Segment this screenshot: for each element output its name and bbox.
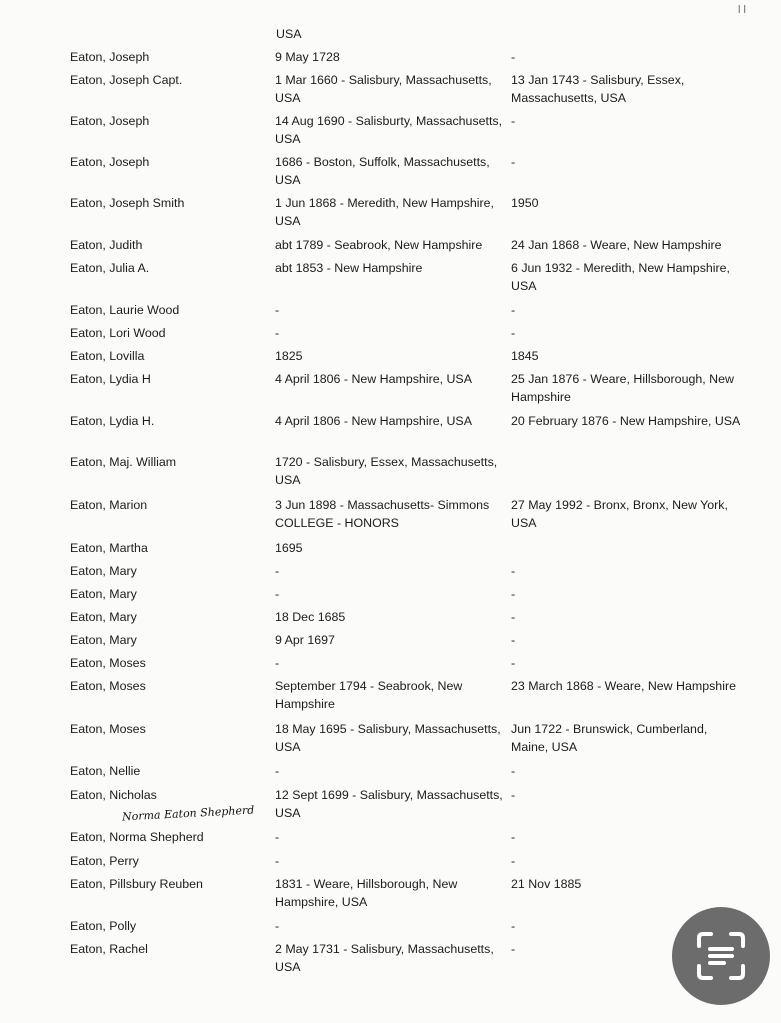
birth-info: abt 1789 - Seabrook, New Hampshire bbox=[275, 238, 483, 252]
corner-mark: l l bbox=[738, 4, 746, 16]
death-info: - bbox=[511, 919, 516, 933]
person-name: Eaton, Lovilla bbox=[70, 349, 145, 363]
birth-info: - bbox=[275, 303, 280, 317]
death-info: 27 May 1992 - Bronx, Bronx, New York, USA bbox=[511, 498, 728, 530]
person-name: Eaton, Pillsbury Reuben bbox=[70, 877, 203, 891]
death-info: - bbox=[511, 764, 516, 778]
person-name: Eaton, Polly bbox=[70, 919, 137, 933]
birth-info: 1686 - Boston, Suffolk, Massachusetts, USA bbox=[275, 155, 490, 187]
birth-info: - bbox=[275, 854, 280, 868]
death-info: 21 Nov 1885 bbox=[511, 877, 582, 891]
person-name: Eaton, Nellie bbox=[70, 764, 141, 778]
death-info: - bbox=[511, 326, 516, 340]
person-name: Eaton, Mary bbox=[70, 587, 137, 601]
person-name: Eaton, Mary bbox=[70, 564, 137, 578]
person-name: Eaton, Moses bbox=[70, 722, 146, 736]
person-name: Eaton, Mary bbox=[70, 610, 137, 624]
continued-text: USA bbox=[276, 27, 302, 41]
birth-info: 1 Mar 1660 - Salisbury, Massachusetts, USA bbox=[275, 73, 492, 105]
person-name: Eaton, Perry bbox=[70, 854, 139, 868]
person-name: Eaton, Joseph Capt. bbox=[70, 73, 183, 87]
birth-info: - bbox=[275, 564, 280, 578]
person-name: Eaton, Maj. William bbox=[70, 455, 177, 469]
birth-info: 14 Aug 1690 - Salisburty, Massachusetts, USA bbox=[275, 114, 503, 146]
birth-info: - bbox=[275, 587, 280, 601]
birth-info: 2 May 1731 - Salisbury, Massachusetts, USA bbox=[275, 942, 494, 974]
birth-info: September 1794 - Seabrook, New Hampshire bbox=[275, 679, 463, 711]
person-name: Eaton, Norma Shepherd bbox=[70, 830, 204, 844]
person-name: Eaton, Lydia H. bbox=[70, 414, 155, 428]
person-name: Eaton, Rachel bbox=[70, 942, 148, 956]
birth-info: abt 1853 - New Hampshire bbox=[275, 261, 423, 275]
person-name: Eaton, Joseph bbox=[70, 155, 150, 169]
birth-info: - bbox=[275, 764, 280, 778]
birth-info: - bbox=[275, 919, 280, 933]
person-name: Eaton, Moses bbox=[70, 656, 146, 670]
death-info: - bbox=[511, 854, 516, 868]
death-info: - bbox=[511, 50, 516, 64]
death-info: - bbox=[511, 942, 516, 956]
person-name: Eaton, Marion bbox=[70, 498, 148, 512]
birth-info: - bbox=[275, 830, 280, 844]
death-info: - bbox=[511, 564, 516, 578]
person-name: Eaton, Julia A. bbox=[70, 261, 150, 275]
birth-info: 4 April 1806 - New Hampshire, USA bbox=[275, 372, 472, 386]
birth-info: 1831 - Weare, Hillsborough, New Hampshire, USA bbox=[275, 877, 458, 909]
birth-info: 18 Dec 1685 bbox=[275, 610, 346, 624]
death-info: 24 Jan 1868 - Weare, New Hampshire bbox=[511, 238, 722, 252]
death-info: - bbox=[511, 830, 516, 844]
death-info: - bbox=[511, 114, 516, 128]
death-info: - bbox=[511, 633, 516, 647]
person-name: Eaton, Mary bbox=[70, 633, 137, 647]
person-name: Eaton, Laurie Wood bbox=[70, 303, 180, 317]
text-scan-icon bbox=[695, 930, 747, 982]
birth-info: 1 Jun 1868 - Meredith, New Hampshire, USA bbox=[275, 196, 495, 228]
death-info: - bbox=[511, 656, 516, 670]
person-name: Eaton, Judith bbox=[70, 238, 143, 252]
person-name: Eaton, Joseph bbox=[70, 50, 150, 64]
birth-info: 12 Sept 1699 - Salisbury, Massachusetts, USA bbox=[275, 788, 503, 820]
death-info: 13 Jan 1743 - Salisbury, Essex, Massachusetts, USA bbox=[511, 73, 685, 105]
death-info: 1845 bbox=[511, 349, 539, 363]
text-scan-button[interactable] bbox=[672, 907, 770, 1005]
person-name: Eaton, Lydia H bbox=[70, 372, 151, 386]
death-info: - bbox=[511, 303, 516, 317]
death-info: 6 Jun 1932 - Meredith, New Hampshire, USA bbox=[511, 261, 731, 293]
death-info: - bbox=[511, 155, 516, 169]
person-name: Eaton, Lori Wood bbox=[70, 326, 166, 340]
death-info: - bbox=[511, 587, 516, 601]
person-name: Eaton, Joseph Smith bbox=[70, 196, 185, 210]
death-info: - bbox=[511, 788, 516, 802]
birth-info: 1825 bbox=[275, 349, 303, 363]
birth-info: 9 Apr 1697 bbox=[275, 633, 335, 647]
birth-info: - bbox=[275, 656, 280, 670]
birth-info: 18 May 1695 - Salisbury, Massachusetts, USA bbox=[275, 722, 501, 754]
person-name: Eaton, Nicholas bbox=[70, 788, 157, 802]
death-info: Jun 1722 - Brunswick, Cumberland, Maine, USA bbox=[511, 722, 708, 754]
birth-info: - bbox=[275, 326, 280, 340]
person-name: Eaton, Martha bbox=[70, 541, 148, 555]
birth-info: 9 May 1728 bbox=[275, 50, 340, 64]
death-info: 1950 bbox=[511, 196, 539, 210]
handwritten-note: Norma Eaton Shepherd bbox=[121, 803, 255, 824]
person-name: Eaton, Joseph bbox=[70, 114, 150, 128]
death-info: 20 February 1876 - New Hampshire, USA bbox=[511, 414, 741, 428]
birth-info: 1720 - Salisbury, Essex, Massachusetts, USA bbox=[275, 455, 498, 487]
birth-info: 4 April 1806 - New Hampshire, USA bbox=[275, 414, 472, 428]
person-name: Eaton, Moses bbox=[70, 679, 146, 693]
death-info: 25 Jan 1876 - Weare, Hillsborough, New Hampshire bbox=[511, 372, 734, 404]
death-info: 23 March 1868 - Weare, New Hampshire bbox=[511, 679, 736, 693]
birth-info: 3 Jun 1898 - Massachusetts- Simmons COLLEGE - HONORS bbox=[275, 498, 490, 530]
death-info: - bbox=[511, 610, 516, 624]
birth-info: 1695 bbox=[275, 541, 303, 555]
